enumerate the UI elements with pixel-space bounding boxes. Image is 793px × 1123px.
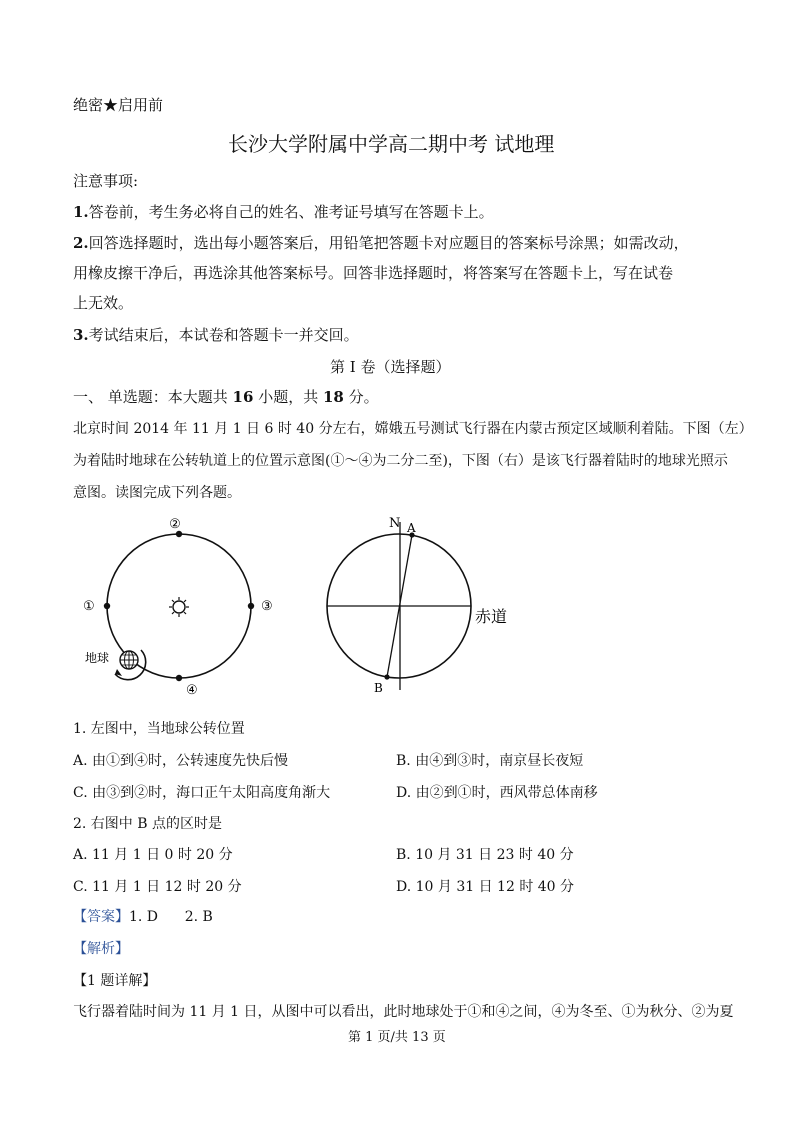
type-count: 16 <box>232 388 254 406</box>
equator-label: 赤道 <box>475 607 508 626</box>
q1-stem: 1. 左图中，当地球公转位置 <box>73 721 245 737</box>
q1-option-d: D. 由②到①时，西风带总体南移 <box>396 785 598 801</box>
answer-tag: 【答案】 <box>73 909 129 925</box>
orbit-label-4: ④ <box>186 683 198 698</box>
orbit-label-1: ① <box>83 599 95 614</box>
notice-item-3-text: 考试结束后，本试卷和答题卡一并交回。 <box>88 326 359 344</box>
orbit-diagram <box>75 510 285 710</box>
q1-option-a: A. 由①到④时，公转速度先快后慢 <box>73 753 289 769</box>
q2-option-d: D. 10 月 31 日 12 时 40 分 <box>396 879 575 895</box>
orbit-point-4 <box>176 675 182 681</box>
intro-line-1: 北京时间 2014 年 11 月 1 日 6 时 40 分左右，嫦娥五号测试飞行器在内蒙古预定区域顺利着陆。下图（左） <box>73 421 753 437</box>
globe-icon <box>120 651 138 669</box>
illumination-diagram <box>318 510 528 702</box>
orbit-point-3 <box>248 603 254 609</box>
north-label: N <box>389 516 401 531</box>
sun-icon <box>169 597 189 617</box>
type-prefix: 一、 单选题：本大题共 <box>73 388 233 406</box>
type-score: 18 <box>322 388 344 406</box>
orbit-point-1 <box>104 603 110 609</box>
q2-option-b: B. 10 月 31 日 23 时 40 分 <box>396 847 574 863</box>
q2-option-c: C. 11 月 1 日 12 时 20 分 <box>73 879 242 895</box>
part-heading: 第 I 卷（选择题） <box>330 358 451 376</box>
q1-option-b: B. 由④到③时，南京昼长夜短 <box>396 753 584 769</box>
notice-item-1 <box>73 201 494 222</box>
answer-text: 1. D 2. B <box>129 909 213 925</box>
secret-label: 绝密★启用前 <box>73 96 164 114</box>
q1-option-c: C. 由③到②时，海口正午太阳高度角渐大 <box>73 785 331 801</box>
point-a-label: A <box>407 521 416 535</box>
earth-label: 地球 <box>85 651 110 665</box>
intro-line-2: 为着陆时地球在公转轨道上的位置示意图(①～④为二分二至)，下图（右）是该飞行器着陆时的地球光照示 <box>73 453 728 469</box>
point-b-label: B <box>374 681 383 695</box>
orbit-label-3: ③ <box>261 599 273 614</box>
q2-stem: 2. 右图中 B 点的区时是 <box>73 816 222 832</box>
notice-heading: 注意事项: <box>73 172 139 190</box>
notice-item-2-line1: 回答选择题时，选出每小题答案后，用铅笔把答题卡对应题目的答案标号涂黑；如需改动， <box>88 234 689 252</box>
analysis-subheading: 【1 题详解】 <box>73 973 157 989</box>
notice-item-1-text: 答卷前，考生务必将自己的姓名、准考证号填写在答题卡上。 <box>88 203 494 221</box>
orbit-label-2: ② <box>169 517 181 532</box>
page-title: 长沙大学附属中学高二期中考 试地理 <box>228 132 555 156</box>
analysis-tag: 【解析】 <box>73 941 129 957</box>
notice-item-1-num: 1. <box>73 203 89 221</box>
notice-item-2-line2: 用橡皮擦干净后，再选涂其他答案标号。回答非选择题时，将答案写在答题卡上，写在试卷 <box>73 264 674 282</box>
q2-option-a: A. 11 月 1 日 0 时 20 分 <box>73 847 233 863</box>
type-suffix: 分。 <box>343 388 379 406</box>
type-mid: 小题，共 <box>253 388 323 406</box>
page-number: 第 1 页/共 13 页 <box>348 1030 446 1045</box>
intro-line-3: 意图。读图完成下列各题。 <box>73 485 241 501</box>
notice-item-2 <box>73 232 689 253</box>
notice-item-2-line3: 上无效。 <box>73 294 134 312</box>
notice-item-2-num: 2. <box>73 234 89 252</box>
analysis-line-1: 飞行器着陆时间为 11 月 1 日，从图中可以看出，此时地球处于①和④之间，④为冬至、①为秋分、②为夏 <box>73 1004 734 1020</box>
notice-item-3-num: 3. <box>73 326 89 344</box>
answer-line <box>73 906 213 926</box>
point-b <box>384 674 389 679</box>
question-type-heading <box>73 386 379 407</box>
notice-item-3 <box>73 324 359 345</box>
